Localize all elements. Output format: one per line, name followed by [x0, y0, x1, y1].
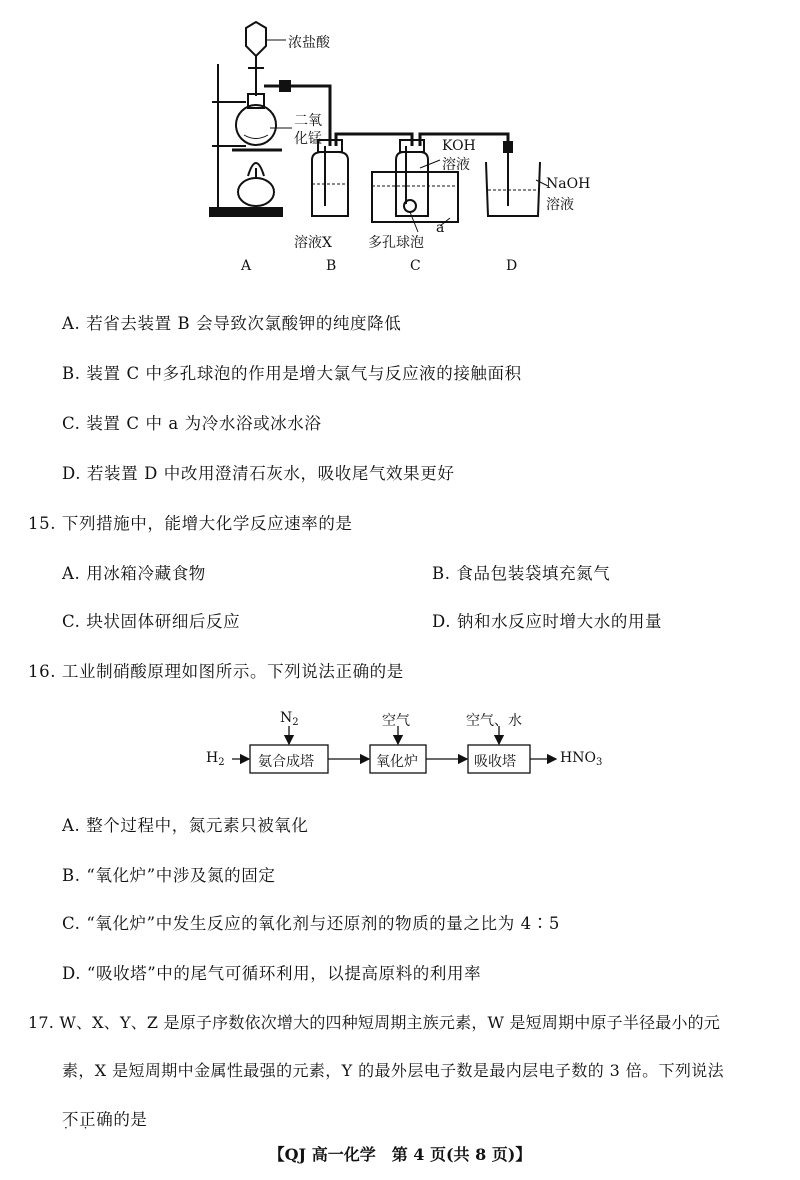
flow-label-air2: 空气、水: [466, 713, 522, 729]
label-mno2-2: 化锰: [294, 131, 322, 147]
q16-stem: 16. 工业制硝酸原理如图所示。下列说法正确的是: [28, 662, 404, 681]
flow-box1-text: 氨合成塔: [258, 754, 314, 770]
q14-option-b: B. 装置 C 中多孔球泡的作用是增大氯气与反应液的接触面积: [62, 364, 522, 383]
flow-label-air1: 空气: [382, 713, 410, 729]
alcohol-lamp: [238, 178, 274, 206]
q14-option-a: A. 若省去装置 B 会导致次氯酸钾的纯度降低: [62, 314, 402, 333]
device-letter-a: A: [241, 258, 252, 274]
beaker-c: [372, 172, 458, 222]
q14-option-c: C. 装置 C 中 a 为冷水浴或冰水浴: [62, 414, 322, 433]
stand-base: [210, 208, 282, 216]
label-koh-1: KOH: [442, 138, 476, 154]
flow-label-n2: $N_2$: [280, 710, 299, 728]
q15-option-b: B. 食品包装袋填充氮气: [432, 564, 611, 583]
q14-option-d: D. 若装置 D 中改用澄清石灰水，吸收尾气效果更好: [62, 464, 455, 483]
q17-line1: 17. W、X、Y、Z 是原子序数依次增大的四种短周期主族元素，W 是短周期中原子半径最小的元: [28, 1013, 721, 1032]
device-letter-d: D: [506, 258, 518, 274]
label-mno2-1: 二氧: [294, 113, 322, 129]
label-naoh-1: NaOH: [546, 176, 591, 192]
label-hcl: 浓盐酸: [288, 35, 330, 51]
q16-option-b: B. “氧化炉”中涉及氮的固定: [62, 866, 276, 885]
q17-line2: 素，X 是短周期中金属性最强的元素，Y 的最外层电子数是最内层电子数的 3 倍。下列说法: [62, 1061, 725, 1080]
bottle-c: [396, 152, 428, 216]
label-koh-2: 溶液: [442, 157, 470, 173]
device-letter-c: C: [410, 258, 421, 274]
beaker-d: [486, 162, 540, 216]
flow-input-h2: $H_2$: [206, 750, 225, 768]
flow-box2-text: 氧化炉: [376, 754, 418, 770]
label-solution-x: 溶液X: [294, 235, 332, 251]
device-letter-b: B: [326, 258, 337, 274]
label-naoh-2: 溶液: [546, 197, 574, 213]
flow-box3-text: 吸收塔: [474, 754, 516, 770]
q15-option-c: C. 块状固体研细后反应: [62, 612, 241, 631]
q15-option-d: D. 钠和水反应时增大水的用量: [432, 612, 663, 631]
flow-output-hno3: $HNO_3$: [560, 750, 603, 768]
q16-option-c: C. “氧化炉”中发生反应的氧化剂与还原剂的物质的量之比为 4∶5: [62, 914, 560, 933]
q17-line3: 不正确 · ·的是: [62, 1106, 148, 1130]
dropping-funnel: [246, 22, 266, 56]
label-porous-bulb: 多孔球泡: [368, 235, 424, 251]
q15-stem: 15. 下列措施中，能增大化学反应速率的是: [28, 514, 353, 533]
porous-bulb: [404, 200, 416, 212]
q16-option-d: D. “吸收塔”中的尾气可循环利用，以提高原料的利用率: [62, 964, 482, 983]
q17-emphasis-not-correct: 不正确 · ·: [62, 1106, 113, 1130]
q16-option-a: A. 整个过程中，氮元素只被氧化: [62, 816, 309, 835]
label-a-mark: a: [436, 220, 445, 236]
q15-option-a: A. 用冰箱冷藏食物: [62, 564, 206, 583]
page-footer: 【QJ 高一化学 第 4 页(共 8 页)】: [268, 1145, 532, 1164]
